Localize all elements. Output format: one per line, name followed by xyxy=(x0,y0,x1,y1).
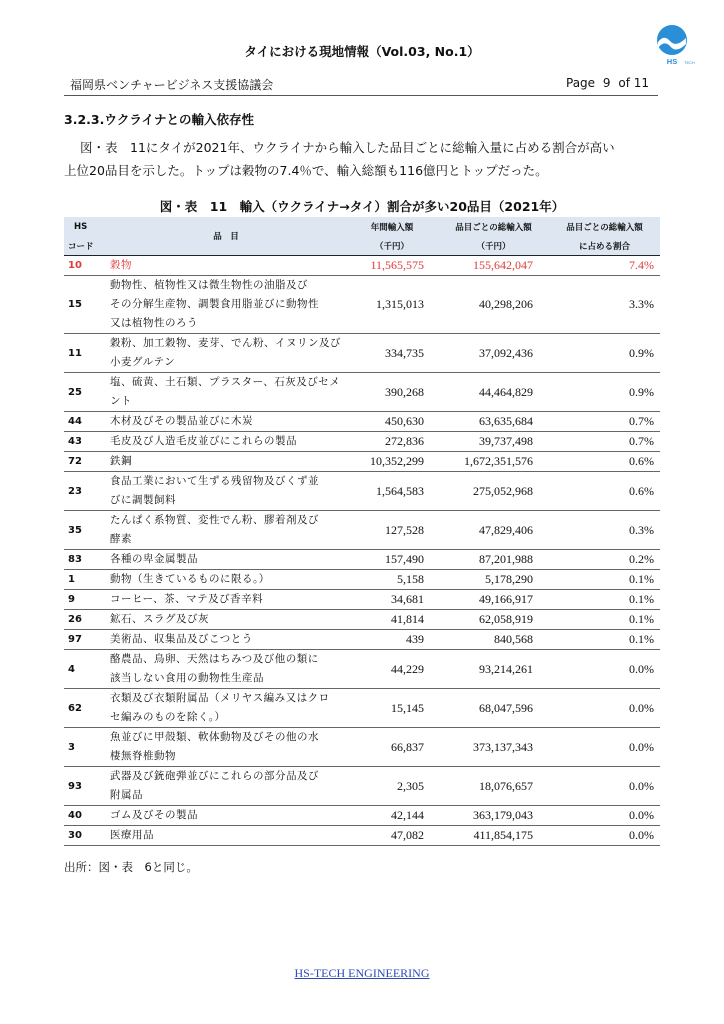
annual-import-cell: 41,814 xyxy=(346,610,438,630)
hs-code-cell: 44 xyxy=(64,412,106,432)
table-row xyxy=(64,276,660,334)
item-name-cell xyxy=(106,570,346,590)
item-name-line: 穀粉、加工穀物、麦芽、でん粉、イヌリン及び xyxy=(110,337,341,349)
item-name-cell xyxy=(106,276,346,334)
item-name-line: 木材及びその製品並びに木炭 xyxy=(110,415,253,427)
table-row xyxy=(64,432,660,452)
hs-code-cell: 35 xyxy=(64,511,106,550)
share-cell: 3.3% xyxy=(549,276,660,334)
item-name-line: その分解生産物、調製食用脂並びに動物性 xyxy=(110,298,319,310)
page-total: of 11 xyxy=(618,76,650,90)
table-row xyxy=(64,826,660,846)
table-row xyxy=(64,452,660,472)
section-heading: 3.2.3.ウクライナとの輸入依存性 xyxy=(64,112,254,127)
annual-import-cell: 34,681 xyxy=(346,590,438,610)
share-cell: 0.0% xyxy=(549,806,660,826)
share-cell: 0.0% xyxy=(549,689,660,728)
total-import-cell: 411,854,175 xyxy=(438,826,549,846)
share-cell: 0.0% xyxy=(549,650,660,689)
share-cell: 0.7% xyxy=(549,412,660,432)
hs-code-cell: 11 xyxy=(64,334,106,373)
total-import-cell: 373,137,343 xyxy=(438,728,549,767)
annual-import-cell: 1,315,013 xyxy=(346,276,438,334)
table-row xyxy=(64,373,660,412)
table-header-row-top xyxy=(64,217,660,236)
annual-import-cell: 42,144 xyxy=(346,806,438,826)
hs-code-cell: 62 xyxy=(64,689,106,728)
item-name-cell xyxy=(106,373,346,412)
item-name-line: 小麦グルテン xyxy=(110,356,176,368)
table-body xyxy=(64,256,660,846)
item-name-line: 鉄鋼 xyxy=(110,455,132,467)
item-name-line: 該当しない食用の動物性生産品 xyxy=(110,672,264,684)
item-name-line: 穀物 xyxy=(110,259,132,271)
total-import-cell: 87,201,988 xyxy=(438,550,549,570)
item-name-cell xyxy=(106,650,346,689)
total-import-cell: 39,737,498 xyxy=(438,432,549,452)
share-cell: 0.1% xyxy=(549,590,660,610)
total-import-cell: 5,178,290 xyxy=(438,570,549,590)
header-total-unit: （千円） xyxy=(438,236,549,256)
share-cell: 0.6% xyxy=(549,472,660,511)
header-hs-code: コード xyxy=(64,236,106,256)
table-row xyxy=(64,256,660,276)
annual-import-cell: 157,490 xyxy=(346,550,438,570)
annual-import-cell: 44,229 xyxy=(346,650,438,689)
item-name-cell xyxy=(106,826,346,846)
table-row xyxy=(64,511,660,550)
item-name-line: 又は植物性のろう xyxy=(110,317,198,329)
header-divider xyxy=(64,95,658,96)
total-import-cell: 63,635,684 xyxy=(438,412,549,432)
header-share-unit: に占める割合 xyxy=(549,236,660,256)
item-name-line: 美術品、収集品及びこつとう xyxy=(110,633,253,645)
hs-tech-logo xyxy=(652,24,695,68)
total-import-cell: 840,568 xyxy=(438,630,549,650)
organization-name: 福岡県ベンチャービジネス支援協議会 xyxy=(70,78,274,92)
header-item: 品 目 xyxy=(106,217,346,256)
total-import-cell: 62,058,919 xyxy=(438,610,549,630)
header-share: 品目ごとの総輸入額 xyxy=(549,217,660,236)
header-annual: 年間輸入額 xyxy=(346,217,438,236)
table-row xyxy=(64,472,660,511)
header-total: 品目ごとの総輸入額 xyxy=(438,217,549,236)
paragraph-line-2: 上位20品目を示した。トップは穀物の7.4％で、輸入総額も116億円とトップだった。 xyxy=(64,163,548,178)
share-cell: 0.2% xyxy=(549,550,660,570)
annual-import-cell: 47,082 xyxy=(346,826,438,846)
table-row xyxy=(64,630,660,650)
hs-code-cell: 10 xyxy=(64,256,106,276)
item-name-line: 附属品 xyxy=(110,789,143,801)
header-hs: HS xyxy=(64,217,106,236)
document-title: タイにおける現地情報（Vol.03, No.1） xyxy=(244,44,480,59)
hs-code-cell: 43 xyxy=(64,432,106,452)
annual-import-cell: 66,837 xyxy=(346,728,438,767)
share-cell: 0.0% xyxy=(549,767,660,806)
page-current: 9 xyxy=(602,76,611,90)
item-name-cell xyxy=(106,511,346,550)
share-cell: 0.7% xyxy=(549,432,660,452)
item-name-line: ント xyxy=(110,395,132,407)
table-row xyxy=(64,650,660,689)
item-name-cell xyxy=(106,472,346,511)
item-name-cell xyxy=(106,630,346,650)
svg-text:HS: HS xyxy=(666,57,678,66)
table-row xyxy=(64,412,660,432)
item-name-line: びに調製飼料 xyxy=(110,494,176,506)
total-import-cell: 93,214,261 xyxy=(438,650,549,689)
total-import-cell: 155,642,047 xyxy=(438,256,549,276)
hs-code-cell: 3 xyxy=(64,728,106,767)
share-cell: 0.6% xyxy=(549,452,660,472)
table-row xyxy=(64,550,660,570)
annual-import-cell: 10,352,299 xyxy=(346,452,438,472)
hs-code-cell: 1 xyxy=(64,570,106,590)
annual-import-cell: 450,630 xyxy=(346,412,438,432)
share-cell: 0.1% xyxy=(549,570,660,590)
table-title: 図・表 11 輸入（ウクライナ→タイ）割合が多い20品目（2021年） xyxy=(159,199,565,214)
item-name-line: 動物性、植物性又は微生物性の油脂及び xyxy=(110,279,308,291)
hs-code-cell: 9 xyxy=(64,590,106,610)
item-name-cell xyxy=(106,610,346,630)
annual-import-cell: 5,158 xyxy=(346,570,438,590)
item-name-cell xyxy=(106,452,346,472)
share-cell: 7.4% xyxy=(549,256,660,276)
item-name-cell xyxy=(106,728,346,767)
svg-text:TECH: TECH xyxy=(684,60,695,65)
item-name-line: 塩、硫黄、土石類、プラスター、石灰及びセメ xyxy=(110,376,341,388)
hs-code-cell: 40 xyxy=(64,806,106,826)
hs-code-cell: 72 xyxy=(64,452,106,472)
hs-code-cell: 25 xyxy=(64,373,106,412)
annual-import-cell: 1,564,583 xyxy=(346,472,438,511)
source-note: 出所：図・表 6と同じ。 xyxy=(64,860,198,874)
item-name-line: 棲無脊椎動物 xyxy=(110,750,176,762)
item-name-cell xyxy=(106,334,346,373)
annual-import-cell: 11,565,575 xyxy=(346,256,438,276)
item-name-cell xyxy=(106,590,346,610)
item-name-cell xyxy=(106,256,346,276)
page-label: Page xyxy=(566,76,596,90)
share-cell: 0.0% xyxy=(549,826,660,846)
table-row xyxy=(64,767,660,806)
annual-import-cell: 15,145 xyxy=(346,689,438,728)
hs-code-cell: 15 xyxy=(64,276,106,334)
item-name-line: 各種の卑金属製品 xyxy=(110,553,198,565)
table-row xyxy=(64,334,660,373)
total-import-cell: 37,092,436 xyxy=(438,334,549,373)
total-import-cell: 68,047,596 xyxy=(438,689,549,728)
total-import-cell: 44,464,829 xyxy=(438,373,549,412)
item-name-line: 毛皮及び人造毛皮並びにこれらの製品 xyxy=(110,435,297,447)
hs-code-cell: 93 xyxy=(64,767,106,806)
item-name-line: 武器及び銃砲弾並びにこれらの部分品及び xyxy=(110,770,319,782)
table-row xyxy=(64,590,660,610)
page-number xyxy=(566,76,649,90)
section-paragraph xyxy=(64,136,664,182)
import-table xyxy=(64,217,660,846)
table-row xyxy=(64,570,660,590)
annual-import-cell: 334,735 xyxy=(346,334,438,373)
hs-code-cell: 97 xyxy=(64,630,106,650)
item-name-line: 医療用品 xyxy=(110,829,154,841)
table-row xyxy=(64,689,660,728)
item-name-cell xyxy=(106,412,346,432)
item-name-line: コーヒー、茶、マテ及び香辛料 xyxy=(110,593,264,605)
share-cell: 0.1% xyxy=(549,610,660,630)
share-cell: 0.3% xyxy=(549,511,660,550)
item-name-cell xyxy=(106,550,346,570)
total-import-cell: 49,166,917 xyxy=(438,590,549,610)
total-import-cell: 1,672,351,576 xyxy=(438,452,549,472)
total-import-cell: 275,052,968 xyxy=(438,472,549,511)
item-name-line: ゴム及びその製品 xyxy=(110,809,198,821)
share-cell: 0.9% xyxy=(549,334,660,373)
total-import-cell: 40,298,206 xyxy=(438,276,549,334)
table-row xyxy=(64,806,660,826)
item-name-cell xyxy=(106,806,346,826)
table-row xyxy=(64,728,660,767)
annual-import-cell: 2,305 xyxy=(346,767,438,806)
annual-import-cell: 390,268 xyxy=(346,373,438,412)
item-name-line: たんぱく系物質、変性でん粉、膠着剤及び xyxy=(110,514,319,526)
annual-import-cell: 272,836 xyxy=(346,432,438,452)
item-name-line: セ編みのものを除く。） xyxy=(110,711,226,723)
hs-code-cell: 4 xyxy=(64,650,106,689)
item-name-line: 酪農品、鳥卵、天然はちみつ及び他の類に xyxy=(110,653,319,665)
share-cell: 0.1% xyxy=(549,630,660,650)
hs-code-cell: 26 xyxy=(64,610,106,630)
total-import-cell: 47,829,406 xyxy=(438,511,549,550)
total-import-cell: 18,076,657 xyxy=(438,767,549,806)
hs-code-cell: 83 xyxy=(64,550,106,570)
table-row xyxy=(64,610,660,630)
paragraph-line-1: 図・表 11にタイが2021年、ウクライナから輸入した品目ごとに総輸入量に占める割合が高い xyxy=(80,140,615,155)
footer-company-link[interactable]: HS-TECH ENGINEERING xyxy=(294,966,430,980)
hs-code-cell: 23 xyxy=(64,472,106,511)
item-name-cell xyxy=(106,689,346,728)
item-name-line: 魚並びに甲殻類、軟体動物及びその他の水 xyxy=(110,731,319,743)
item-name-line: 鉱石、スラグ及び灰 xyxy=(110,613,209,625)
item-name-cell xyxy=(106,767,346,806)
share-cell: 0.0% xyxy=(549,728,660,767)
item-name-line: 酵素 xyxy=(110,533,132,545)
item-name-cell xyxy=(106,432,346,452)
item-name-line: 食品工業において生ずる残留物及びくず並 xyxy=(110,475,319,487)
header-annual-unit: （千円） xyxy=(346,236,438,256)
item-name-line: 動物（生きているものに限る。） xyxy=(110,573,270,585)
annual-import-cell: 127,528 xyxy=(346,511,438,550)
hs-code-cell: 30 xyxy=(64,826,106,846)
total-import-cell: 363,179,043 xyxy=(438,806,549,826)
share-cell: 0.9% xyxy=(549,373,660,412)
item-name-line: 衣類及び衣類附属品（メリヤス編み又はクロ xyxy=(110,692,330,704)
annual-import-cell: 439 xyxy=(346,630,438,650)
